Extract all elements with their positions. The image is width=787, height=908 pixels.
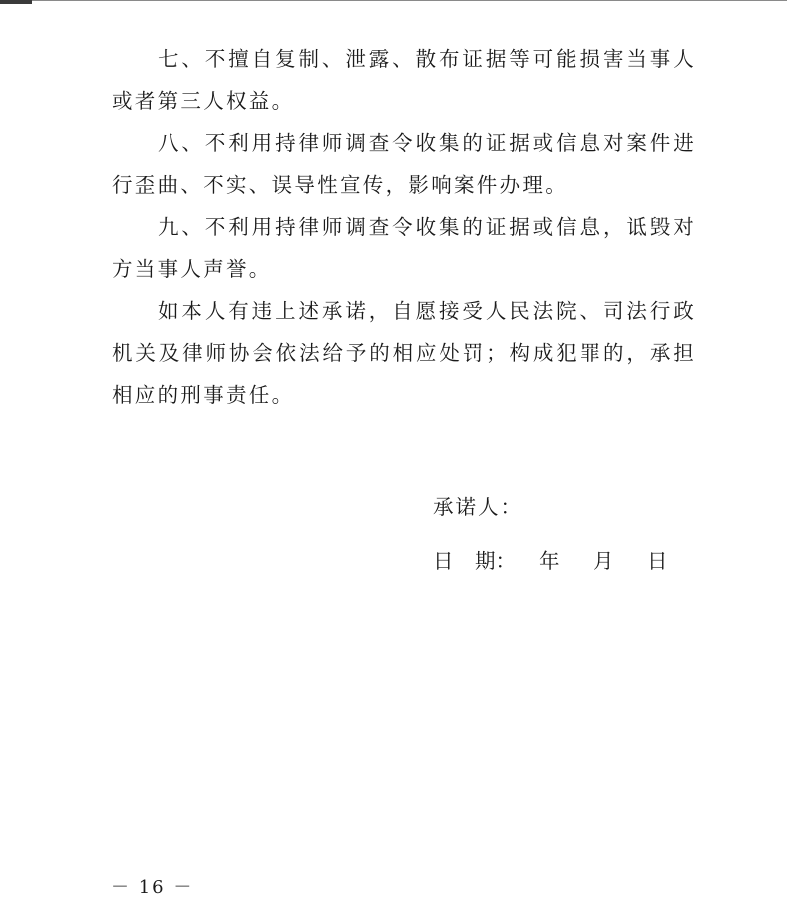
date-label-ri: 日 [433,549,454,573]
paragraph-item-8: 八、不利用持律师调查令收集的证据或信息对案件进行歪曲、不实、误导性宣传，影响案件办理。 [112,131,696,197]
date-year: 年 [539,549,560,573]
page-number: － 16 － [111,877,194,898]
date-day: 日 [647,549,668,573]
paragraph-penalty-clause: 如本人有违上述承诺，自愿接受人民法院、司法行政机关及律师协会依法给予的相应处罚；构成犯罪的，承担相应的刑事责任。 [112,299,696,407]
signature-label: 承诺人： [433,495,523,519]
date-label-qi: 期： [475,549,516,573]
paragraph-item-9: 九、不利用持律师调查令收集的证据或信息，诋毁对方当事人声誉。 [112,215,696,281]
paragraph-item-7: 七、不擅自复制、泄露、散布证据等可能损害当事人或者第三人权益。 [112,47,696,113]
date-line [433,544,693,574]
top-border-line [0,0,787,1]
top-corner-mark [0,0,32,4]
document-body [112,38,696,416]
date-month: 月 [593,549,614,573]
